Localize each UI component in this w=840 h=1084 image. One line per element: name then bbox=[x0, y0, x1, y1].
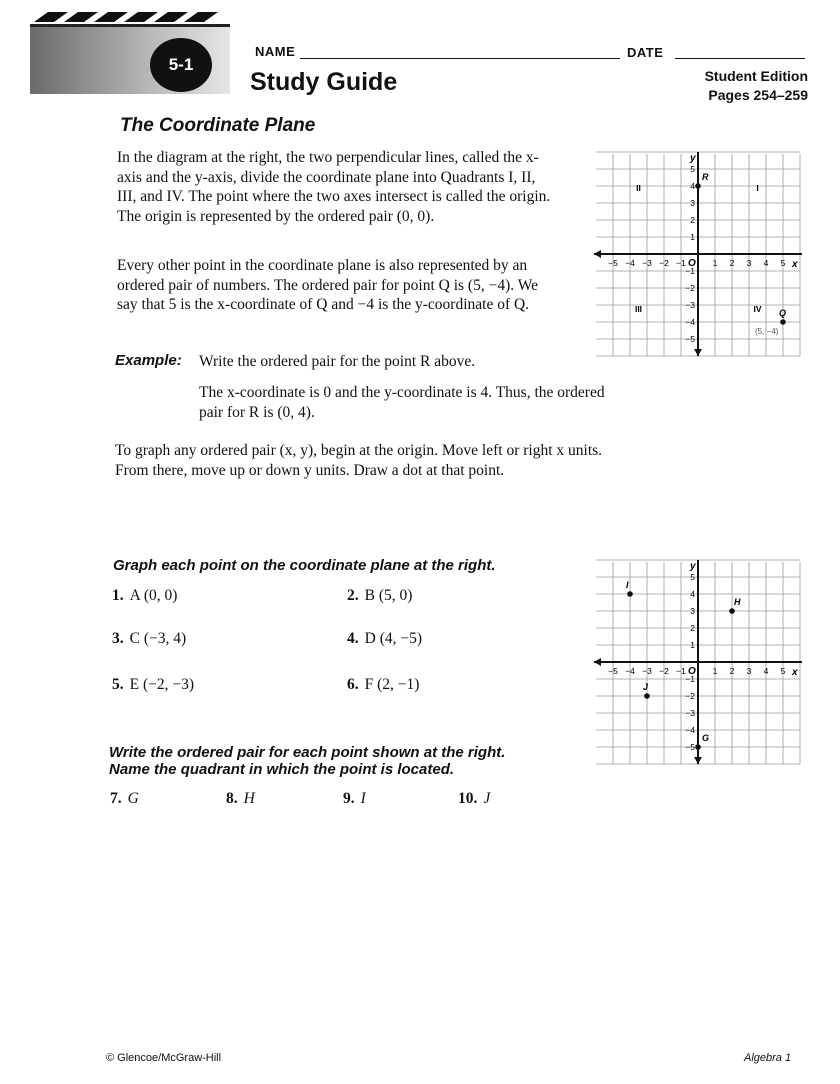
edition-line: Student Edition bbox=[704, 68, 808, 84]
tick-labels bbox=[608, 561, 798, 752]
point-label-h: H bbox=[734, 597, 741, 607]
exercise-text: G bbox=[127, 790, 139, 807]
point-h bbox=[729, 608, 735, 614]
exercise-text: F (2, −1) bbox=[364, 676, 420, 693]
date-label: DATE bbox=[627, 45, 664, 60]
exercise-text: E (−2, −3) bbox=[129, 676, 195, 693]
x-tick-label: −2 bbox=[659, 258, 669, 268]
exercise-item bbox=[112, 676, 194, 694]
intro-paragraph-2: Every other point in the coordinate plane is also represented by an ordered pair of numbers. The ordered pair for point Q is (5, −4). We say that 5 is the x-coordinate of Q and −4 is the y-coordinate of Q. bbox=[117, 257, 538, 314]
point-r bbox=[695, 183, 701, 189]
x-tick-label: 4 bbox=[763, 666, 769, 676]
x-tick-label: 2 bbox=[729, 666, 735, 676]
y-tick-label: 5 bbox=[690, 164, 695, 174]
exercise-number: 3. bbox=[112, 630, 124, 647]
x-tick-label: −4 bbox=[625, 666, 635, 676]
y-tick-label: 1 bbox=[690, 640, 695, 650]
axes bbox=[594, 152, 802, 356]
y-tick-label: 4 bbox=[690, 589, 695, 599]
x-tick-label: 2 bbox=[729, 258, 735, 268]
example-label: Example: bbox=[115, 352, 182, 369]
graph-instruction: Graph each point on the coordinate plane at the right. bbox=[113, 557, 496, 574]
y-tick-label: 3 bbox=[690, 198, 695, 208]
exercise-item bbox=[112, 630, 186, 648]
exercise-text: D (4, −5) bbox=[364, 630, 423, 647]
date-field-line[interactable] bbox=[675, 58, 805, 59]
graphing-note: To graph any ordered pair (x, y), begin at the origin. Move left or right x units. From there, move up or down y units. Draw a dot at that point. bbox=[115, 442, 603, 479]
exercise-text: B (5, 0) bbox=[364, 587, 413, 604]
name-label: NAME bbox=[255, 44, 296, 59]
x-tick-label: −1 bbox=[676, 258, 686, 268]
y-axis-arrow bbox=[694, 757, 702, 764]
point-label-j: J bbox=[643, 682, 649, 692]
y-tick-label: −4 bbox=[685, 725, 695, 735]
x-axis-label: x bbox=[792, 667, 798, 678]
quadrant-iii-label: III bbox=[634, 303, 643, 314]
exercise-text: I bbox=[360, 790, 366, 807]
x-tick-label: 3 bbox=[746, 258, 752, 268]
name-field-line[interactable] bbox=[300, 58, 620, 59]
origin-label: O bbox=[688, 258, 696, 269]
x-tick-label: 3 bbox=[746, 666, 752, 676]
x-tick-label: 5 bbox=[780, 258, 786, 268]
y-tick-label: 5 bbox=[690, 572, 695, 582]
x-axis-arrow bbox=[594, 250, 601, 258]
example-question: Write the ordered pair for the point R above. bbox=[199, 353, 476, 370]
exercise-number: 9. bbox=[343, 790, 355, 807]
x-tick-label: −5 bbox=[608, 258, 618, 268]
exercise-item bbox=[226, 790, 255, 808]
lesson-badge: 5-1 bbox=[150, 38, 212, 92]
exercise-text: C (−3, 4) bbox=[129, 630, 187, 647]
point-q bbox=[780, 319, 786, 325]
y-tick-label: 1 bbox=[690, 232, 695, 242]
coordinate-plane-exercise[interactable] bbox=[592, 558, 804, 768]
exercise-item bbox=[347, 676, 419, 694]
plot-marks bbox=[626, 580, 741, 750]
x-tick-label: 4 bbox=[763, 258, 769, 268]
y-tick-label: −2 bbox=[685, 691, 695, 701]
exercise-text: J bbox=[483, 790, 491, 807]
origin-label: O bbox=[688, 666, 696, 677]
exercise-item bbox=[458, 790, 490, 808]
exercise-text: H bbox=[243, 790, 255, 807]
y-tick-label: 2 bbox=[690, 215, 695, 225]
exercise-item bbox=[112, 587, 177, 605]
y-tick-label: −1 bbox=[685, 266, 695, 276]
y-tick-label: −2 bbox=[685, 283, 695, 293]
exercise-number: 7. bbox=[110, 790, 122, 807]
y-tick-label: 3 bbox=[690, 606, 695, 616]
footer-publisher: © Glencoe/McGraw-Hill bbox=[106, 1052, 222, 1064]
x-axis-label: x bbox=[792, 259, 798, 270]
exercise-number: 2. bbox=[347, 587, 359, 604]
x-tick-label: 5 bbox=[780, 666, 786, 676]
x-tick-label: −1 bbox=[676, 666, 686, 676]
exercise-item bbox=[110, 790, 139, 808]
y-tick-label: −3 bbox=[685, 708, 695, 718]
x-tick-label: 1 bbox=[712, 258, 718, 268]
exercise-item bbox=[343, 790, 366, 808]
read-instruction bbox=[109, 744, 505, 778]
read-instruction-line: Write the ordered pair for each point shown at the right. bbox=[109, 744, 506, 761]
y-axis-arrow bbox=[694, 349, 702, 356]
point-j bbox=[644, 693, 650, 699]
y-axis-label: y bbox=[690, 153, 696, 164]
x-tick-label: −5 bbox=[608, 666, 618, 676]
point-label-r: R bbox=[702, 172, 709, 182]
y-tick-label: 2 bbox=[690, 623, 695, 633]
y-tick-label: −5 bbox=[685, 334, 695, 344]
quadrant-iv-label: IV bbox=[753, 303, 762, 314]
exercise-number: 5. bbox=[112, 676, 124, 693]
exercise-number: 10. bbox=[458, 790, 478, 807]
point-label-g: G bbox=[702, 733, 710, 743]
example-answer: The x-coordinate is 0 and the y-coordinate is 4. Thus, the ordered pair for R is (0, 4). bbox=[199, 384, 605, 421]
axes bbox=[594, 560, 802, 764]
x-tick-label: −4 bbox=[625, 258, 635, 268]
point-i bbox=[627, 591, 633, 597]
page-title: Study Guide bbox=[250, 68, 398, 96]
section-title: The Coordinate Plane bbox=[120, 115, 316, 136]
coordinate-plane-diagram bbox=[592, 150, 804, 360]
read-instruction-line: Name the quadrant in which the point is located. bbox=[109, 761, 455, 778]
footer-course: Algebra 1 bbox=[744, 1052, 792, 1064]
point-g bbox=[695, 744, 701, 750]
x-tick-label: 1 bbox=[712, 666, 718, 676]
y-tick-label: −5 bbox=[685, 742, 695, 752]
exercise-number: 8. bbox=[226, 790, 238, 807]
x-tick-label: −3 bbox=[642, 666, 652, 676]
point-label-q: Q bbox=[779, 308, 787, 318]
intro-paragraph-1: In the diagram at the right, the two perpendicular lines, called the x-axis and the y-axis, divide the coordinate plane into Quadrants I, II, III, and IV. The point where the two axes intersect is called the origin. The origin is represented by the ordered pair (0, 0). bbox=[117, 149, 551, 225]
y-tick-label: 4 bbox=[690, 181, 695, 191]
x-tick-label: −2 bbox=[659, 666, 669, 676]
point-label-i: I bbox=[626, 580, 629, 590]
exercise-number: 6. bbox=[347, 676, 359, 693]
x-tick-label: −3 bbox=[642, 258, 652, 268]
pages-line: Pages 254–259 bbox=[708, 87, 808, 103]
y-axis-label: y bbox=[690, 561, 696, 572]
quadrant-ii-label: II bbox=[636, 183, 641, 194]
exercise-number: 4. bbox=[347, 630, 359, 647]
x-axis-arrow bbox=[594, 658, 601, 666]
point-coord-label: (5, −4) bbox=[755, 327, 779, 336]
y-tick-label: −3 bbox=[685, 300, 695, 310]
y-tick-label: −1 bbox=[685, 674, 695, 684]
y-tick-label: −4 bbox=[685, 317, 695, 327]
quadrant-i-label: I bbox=[756, 183, 759, 194]
exercise-item bbox=[347, 587, 412, 605]
edition-info bbox=[640, 67, 808, 105]
exercise-number: 1. bbox=[112, 587, 124, 604]
exercise-text: A (0, 0) bbox=[129, 587, 178, 604]
exercise-item bbox=[347, 630, 422, 648]
